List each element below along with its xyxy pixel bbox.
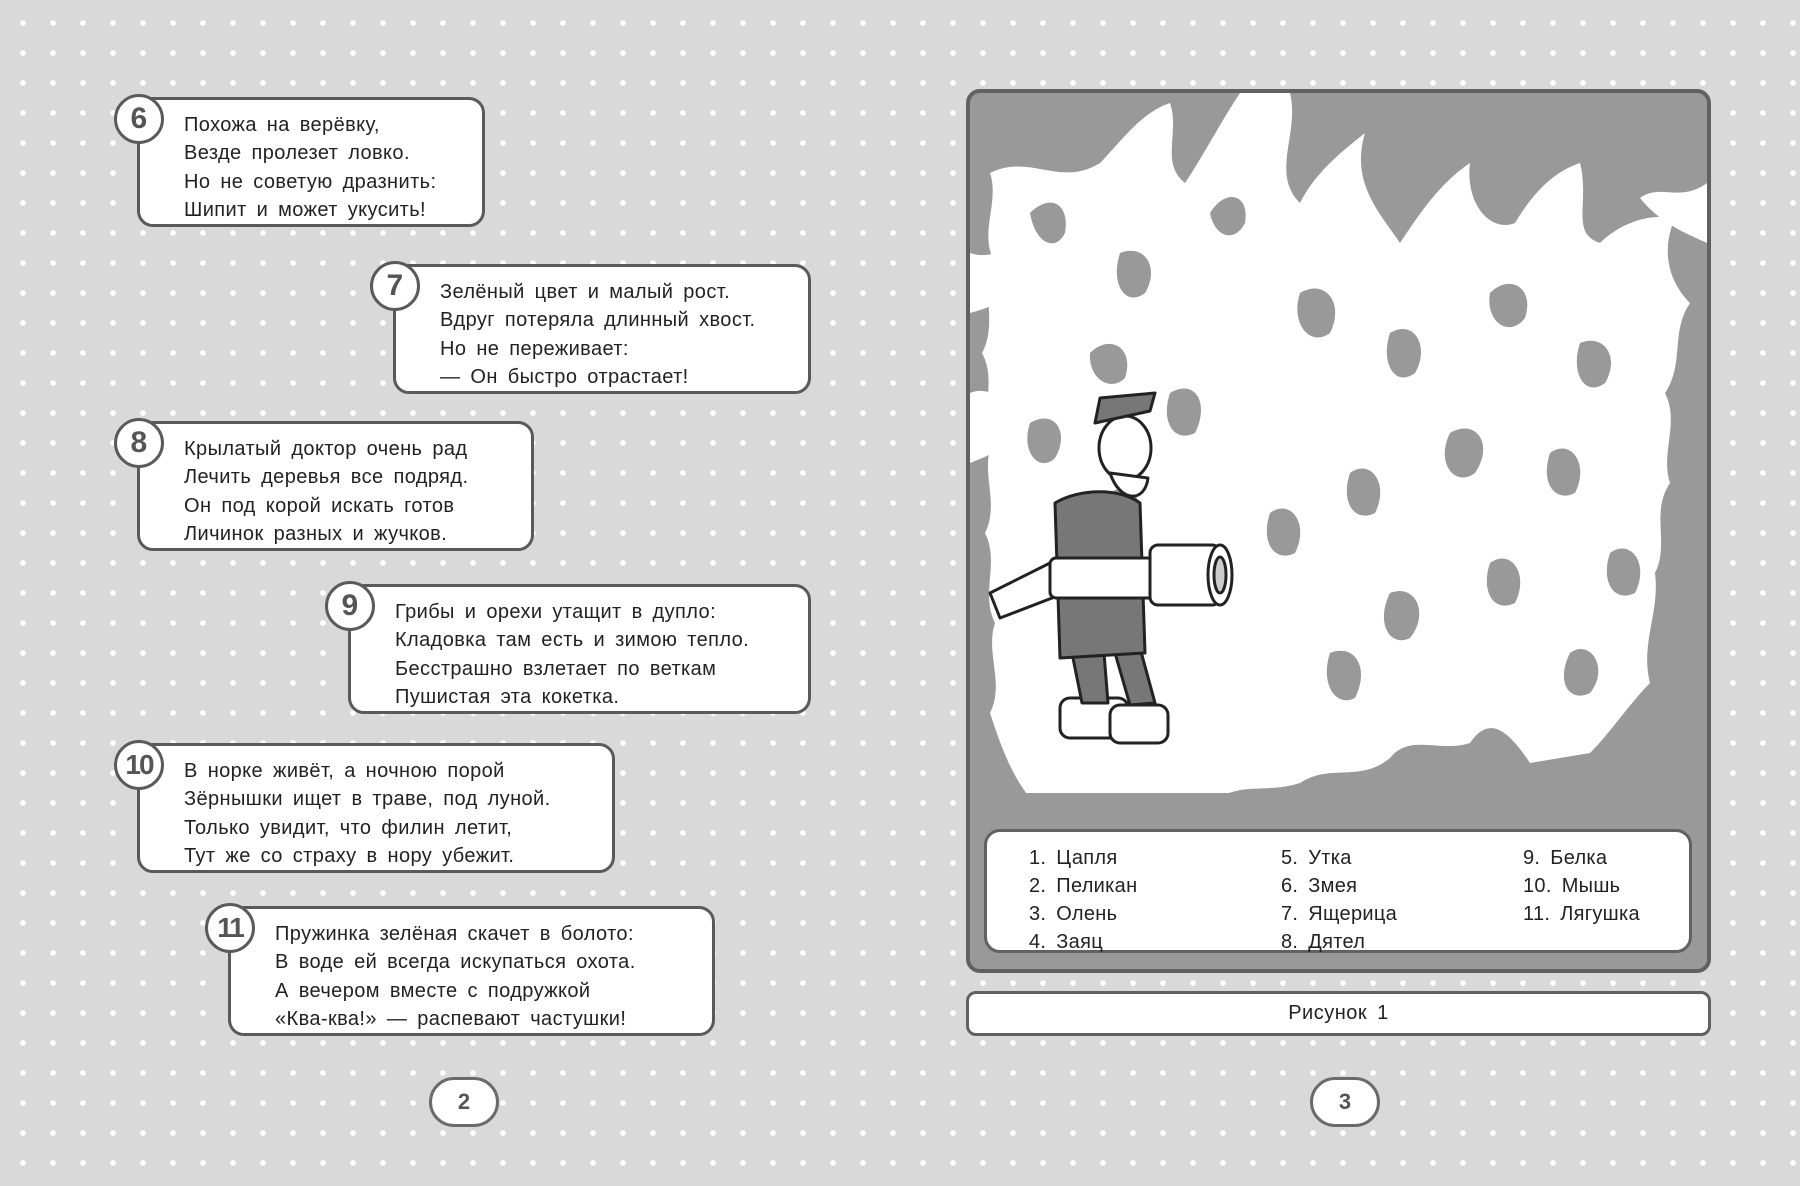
riddle-6 [130, 97, 485, 227]
riddle-line: «Ква-ква!» — распевают частушки! [275, 1008, 627, 1031]
legend-item: 8. Дятел [1281, 931, 1366, 953]
riddle-line: Личинок разных и жучков. [184, 523, 448, 546]
riddle-line: Но не переживает: [440, 337, 629, 360]
riddle-number-badge: 11 [205, 903, 255, 953]
riddle-line: Вдруг потеряла длинный хвост. [440, 309, 756, 332]
riddle-7 [386, 264, 811, 394]
legend-item: 10. Мышь [1523, 875, 1621, 897]
animal-legend [984, 829, 1692, 953]
legend-item: 5. Утка [1281, 847, 1352, 869]
riddle-line: Тут же со страху в нору убежит. [184, 845, 515, 868]
riddle-number-badge: 10 [114, 740, 164, 790]
riddle-line: Крылатый доктор очень рад [184, 438, 468, 460]
riddle-line: Везде пролезет ловко. [184, 142, 410, 165]
riddle-line: В воде ей всегда искупаться охота. [275, 951, 636, 974]
legend-item: 4. Заяц [1029, 931, 1103, 953]
riddle-9 [341, 584, 811, 714]
riddle-line: Бесстрашно взлетает по веткам [395, 657, 717, 680]
legend-item: 6. Змея [1281, 875, 1358, 897]
riddle-number-badge: 9 [325, 581, 375, 631]
riddle-8 [130, 421, 534, 551]
riddle-11 [217, 906, 715, 1036]
page-number-right: 3 [1310, 1077, 1380, 1127]
legend-item: 3. Олень [1029, 903, 1118, 925]
legend-column [1523, 844, 1640, 928]
riddle-line: Пушистая эта кокетка. [395, 686, 620, 709]
riddle-line: Зелёный цвет и малый рост. [440, 281, 731, 303]
riddle-line: Грибы и орехи утащит в дупло: [395, 601, 717, 623]
figure-caption: Рисунок 1 [966, 991, 1711, 1036]
legend-item: 7. Ящерица [1281, 903, 1398, 925]
riddle-line: Но не советую дразнить: [184, 170, 437, 193]
riddle-line: Он под корой искать готов [184, 494, 455, 517]
riddle-10 [125, 743, 615, 873]
legend-item: 2. Пеликан [1029, 875, 1138, 897]
legend-item: 9. Белка [1523, 847, 1608, 869]
riddle-line: Похожа на верёвку, [184, 114, 380, 136]
riddle-line: — Он быстро отрастает! [440, 366, 689, 389]
riddle-number-badge: 6 [114, 94, 164, 144]
picture-frame [966, 89, 1711, 973]
riddle-line: Зёрнышки ищет в траве, под луной. [184, 788, 551, 811]
legend-item: 1. Цапля [1029, 847, 1118, 869]
riddle-line: В норке живёт, а ночною порой [184, 760, 505, 782]
riddle-line: Только увидит, что филин летит, [184, 816, 513, 839]
riddle-line: Кладовка там есть и зимою тепло. [395, 629, 750, 652]
riddle-number-badge: 8 [114, 418, 164, 468]
riddle-line: А вечером вместе с подружкой [275, 979, 591, 1002]
legend-column [1029, 844, 1137, 956]
legend-column [1281, 844, 1397, 956]
riddle-line: Шипит и может укусить! [184, 199, 427, 222]
riddle-line: Пружинка зелёная скачет в болото: [275, 923, 634, 945]
riddle-line: Лечить деревья все подряд. [184, 466, 469, 489]
legend-item: 11. Лягушка [1523, 903, 1640, 925]
riddle-number-badge: 7 [370, 261, 420, 311]
page-number-left: 2 [429, 1077, 499, 1127]
